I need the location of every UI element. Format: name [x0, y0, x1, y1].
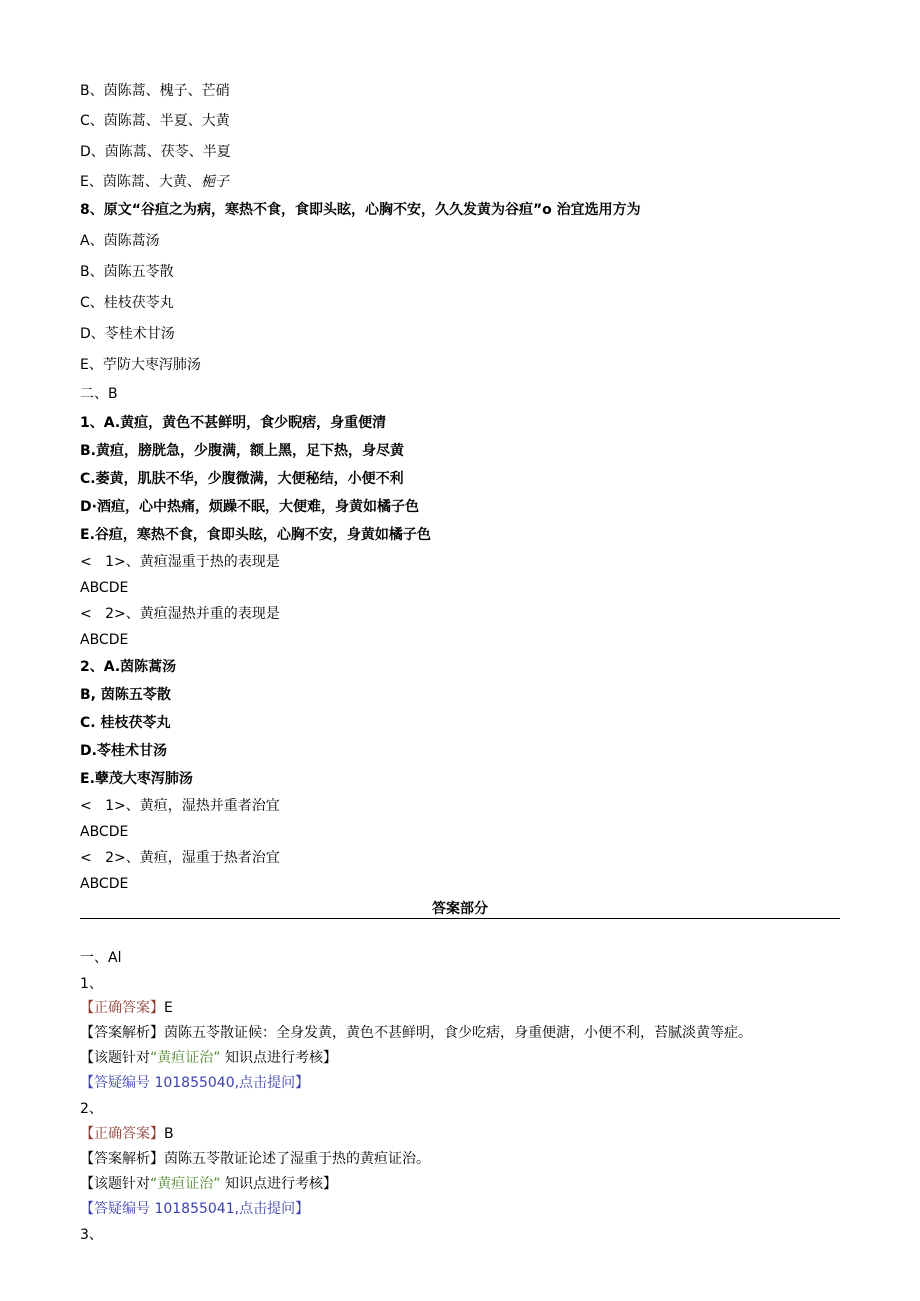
- g1-subquestion-1: < 1>、黄疸湿重于热的表现是: [80, 554, 280, 570]
- q8-option-e: E、苧防大枣泻肺汤: [80, 357, 201, 373]
- g2-subquestion-1-options[interactable]: ABCDE: [80, 824, 129, 840]
- option-e-italic: 梔子: [200, 174, 229, 190]
- answer-2-correct-value: B: [164, 1126, 174, 1142]
- option-b: B、茵陈蒿、槐子、芒硝: [80, 83, 230, 99]
- q8-option-b: B、茵陈五苓散: [80, 264, 174, 280]
- option-d: D、茵陈蒿、茯苓、半夏: [80, 144, 231, 160]
- g2-option-d: D.苓桂术甘汤: [80, 743, 167, 759]
- g2-option-c: C. 桂枝茯苓丸: [80, 715, 171, 731]
- answer-2-kp-topic[interactable]: “黄疸证治”: [150, 1176, 221, 1192]
- g1-subquestion-1-options[interactable]: ABCDE: [80, 580, 129, 596]
- g1-option-d: D·酒疸，心中热痛，烦躁不眠，大便难，身黄如橘子色: [80, 499, 419, 515]
- q8-option-a: A、茵陈蒿汤: [80, 233, 160, 249]
- g1-option-a: 1、A.黄疸，黄色不甚鲜明，食少睨痞，身重便清: [80, 415, 387, 431]
- answer-1-correct-label: 【正确答案】: [80, 1000, 164, 1016]
- answer-1-kp-topic[interactable]: “黄疸证治”: [150, 1050, 221, 1066]
- g1-option-e: E.谷疸，寒热不食，食即头眩，心胸不安，身黄如橘子色: [80, 527, 431, 543]
- answer-2-analysis: [80, 1149, 430, 1169]
- answers-divider: [80, 918, 840, 919]
- g2-subquestion-2-options[interactable]: ABCDE: [80, 876, 129, 892]
- g2-option-a: 2、A.茵陈蒿汤: [80, 659, 177, 675]
- g2-subquestion-2: < 2>、黄疸，湿重于热者治宜: [80, 850, 280, 866]
- answer-2-kp-suffix: 知识点进行考核】: [224, 1176, 337, 1192]
- answer-1-number: 1、: [80, 976, 103, 992]
- g1-option-b: B.黄疸，膀胱急，少腹满，额上黑，足下热，身尽黄: [80, 443, 404, 459]
- q8-option-d: D、苓桂术甘汤: [80, 326, 175, 342]
- g1-option-c: C.萎黄，肌肤不华，少腹微满，大便秘结，小便不利: [80, 471, 404, 487]
- q8-option-c: C、桂枝茯苓丸: [80, 295, 174, 311]
- answer-2-query-link[interactable]: 【答疑编号 101855041,点击提问】: [80, 1201, 310, 1217]
- section-2-heading: 二、B: [80, 386, 118, 402]
- g1-subquestion-2: < 2>、黄疸湿热并重的表现是: [80, 606, 280, 622]
- answer-2-kp-prefix: 【该题针对: [80, 1176, 150, 1192]
- question-8-title: 8、原文“谷疸之为病，寒热不食，食即头眩，心胸不安，久久发黄为谷疸”o 治宜选用方为: [80, 202, 641, 218]
- g2-subquestion-1: < 1>、黄疸，湿热并重者治宜: [80, 798, 280, 814]
- answer-1-correct: [80, 998, 173, 1018]
- answer-1-knowledge-point: [80, 1048, 337, 1068]
- answer-2-knowledge-point: [80, 1174, 337, 1194]
- option-e-text: E、茵陈蒿、大黄、: [80, 174, 201, 190]
- answer-2-analysis-label: 【答案解析】: [80, 1151, 164, 1167]
- option-e: [80, 172, 229, 192]
- answer-2-number: 2、: [80, 1101, 103, 1117]
- answer-1-kp-suffix: 知识点进行考核】: [224, 1050, 337, 1066]
- answer-1-kp-prefix: 【该题针对: [80, 1050, 150, 1066]
- answers-title: 答案部分: [432, 901, 488, 917]
- answer-2-correct-label: 【正确答案】: [80, 1126, 164, 1142]
- answer-2-analysis-text: 茵陈五苓散证论述了湿重于热的黄疸证治。: [164, 1151, 430, 1167]
- answer-1-correct-value: E: [164, 1000, 173, 1016]
- g2-option-b: B, 茵陈五苓散: [80, 687, 171, 703]
- answer-1-analysis: [80, 1023, 752, 1043]
- answer-1-analysis-label: 【答案解析】: [80, 1025, 164, 1041]
- answer-1-analysis-text: 茵陈五苓散证候：全身发黄，黄色不甚鲜明，食少吃痞，身重便溏，小便不利，苔腻淡黄等症。: [164, 1025, 752, 1041]
- answer-2-correct: [80, 1124, 174, 1144]
- answer-1-query-link[interactable]: 【答疑编号 101855040,点击提问】: [80, 1075, 310, 1091]
- g1-subquestion-2-options[interactable]: ABCDE: [80, 632, 129, 648]
- answers-part-heading: 一、Al: [80, 950, 122, 966]
- g2-option-e: E.孽茂大枣泻肺汤: [80, 771, 193, 787]
- option-c: C、茵陈蒿、半夏、大黄: [80, 113, 230, 129]
- answer-3-number: 3、: [80, 1227, 103, 1243]
